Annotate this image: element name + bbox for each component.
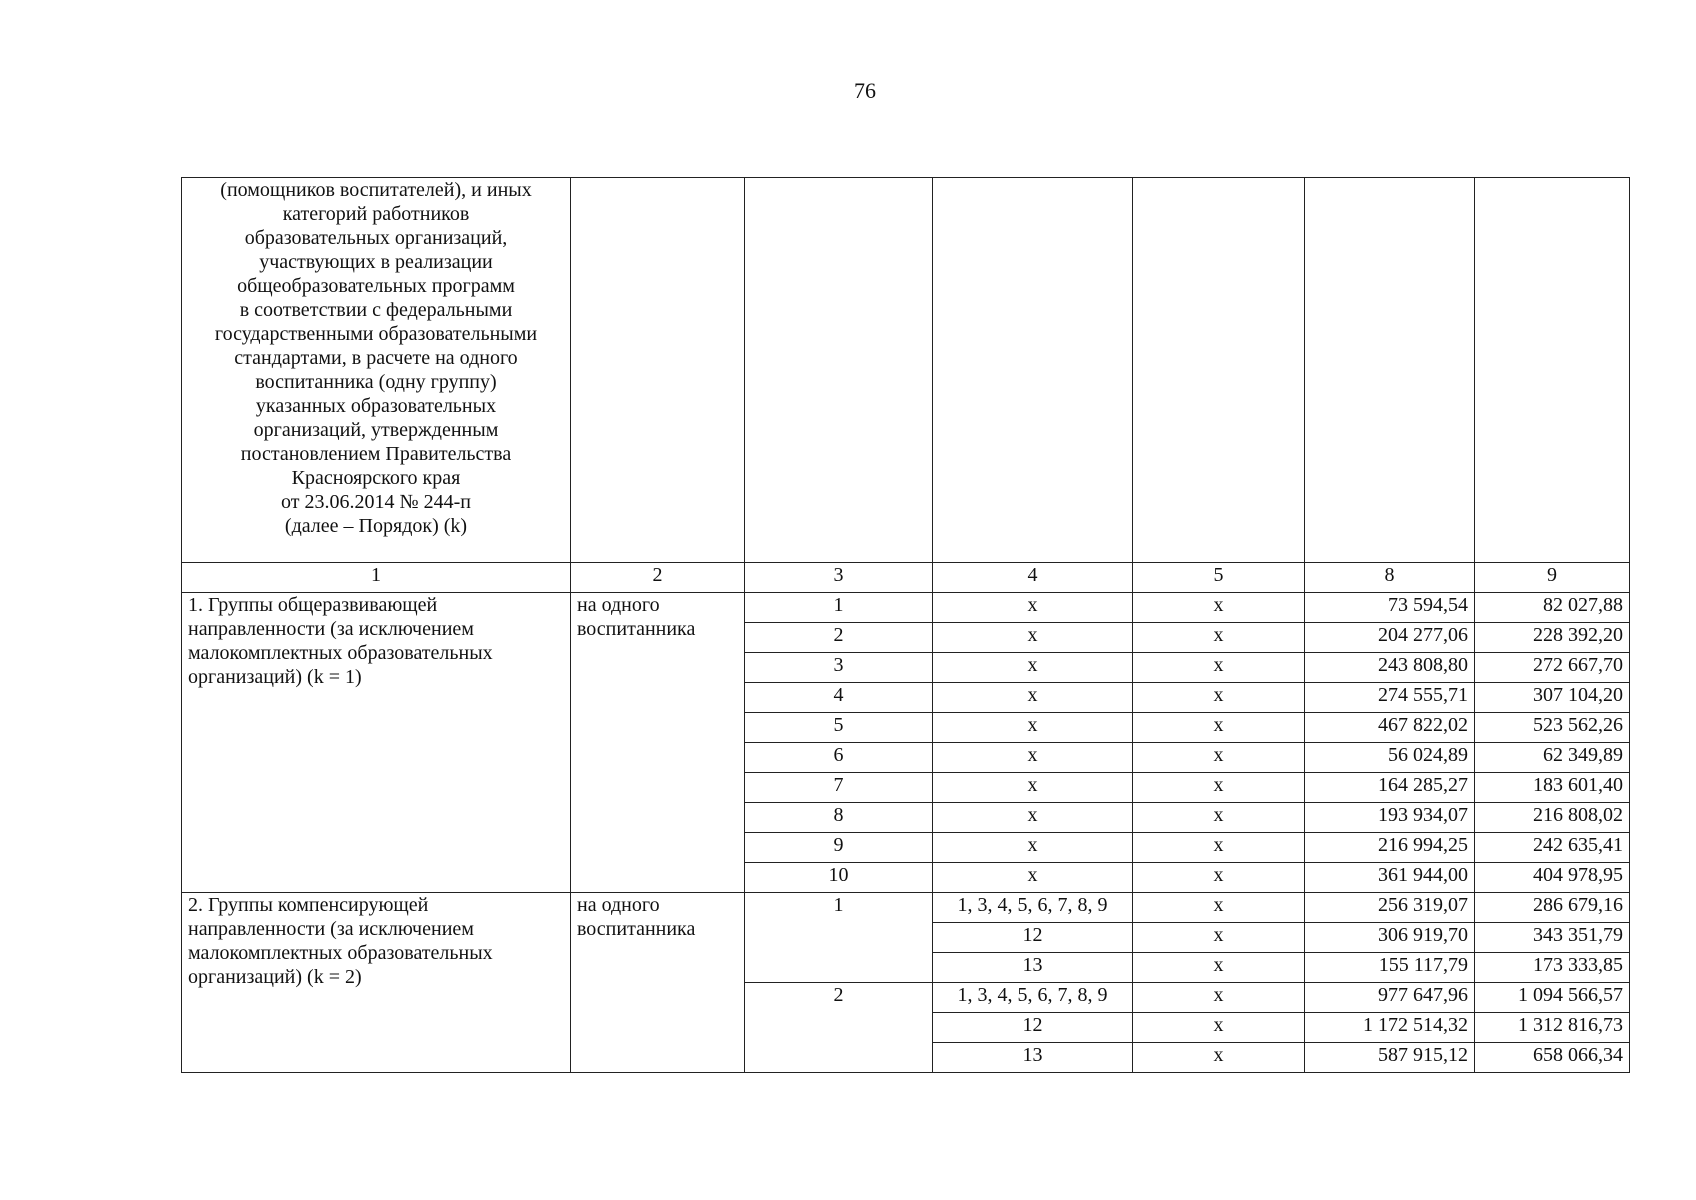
cell-col8: 587 915,12 xyxy=(1305,1043,1475,1073)
cell-col4: х xyxy=(933,593,1133,623)
header-cell-9 xyxy=(1475,178,1630,563)
table-row xyxy=(182,893,1630,923)
cell-col8: 306 919,70 xyxy=(1305,923,1475,953)
cell-col5: х xyxy=(1133,983,1305,1013)
cell-col5: х xyxy=(1133,1013,1305,1043)
cell-col5: х xyxy=(1133,623,1305,653)
cell-col9: 658 066,34 xyxy=(1475,1043,1630,1073)
column-number: 1 xyxy=(182,563,571,593)
cell-col5: х xyxy=(1133,713,1305,743)
cell-col4: 13 xyxy=(933,1043,1133,1073)
header-row xyxy=(182,178,1630,563)
column-number: 4 xyxy=(933,563,1133,593)
cell-col4: х xyxy=(933,743,1133,773)
cell-col5: х xyxy=(1133,863,1305,893)
cell-col5: х xyxy=(1133,743,1305,773)
cell-col9: 242 635,41 xyxy=(1475,833,1630,863)
cell-col5: х xyxy=(1133,803,1305,833)
cell-col8: 977 647,96 xyxy=(1305,983,1475,1013)
cell-col4: х xyxy=(933,773,1133,803)
cell-col5: х xyxy=(1133,653,1305,683)
cell-col4: х xyxy=(933,683,1133,713)
cell-col9: 82 027,88 xyxy=(1475,593,1630,623)
header-cell-5 xyxy=(1133,178,1305,563)
cell-col8: 243 808,80 xyxy=(1305,653,1475,683)
cell-col9: 183 601,40 xyxy=(1475,773,1630,803)
cell-col9: 307 104,20 xyxy=(1475,683,1630,713)
cell-col9: 1 312 816,73 xyxy=(1475,1013,1630,1043)
cell-col9: 272 667,70 xyxy=(1475,653,1630,683)
header-cell-4 xyxy=(933,178,1133,563)
table-row xyxy=(182,593,1630,623)
column-number: 8 xyxy=(1305,563,1475,593)
unit-label: на одного воспитанника xyxy=(571,893,745,1073)
cell-col9: 286 679,16 xyxy=(1475,893,1630,923)
cell-col8: 56 024,89 xyxy=(1305,743,1475,773)
cell-col4: х xyxy=(933,803,1133,833)
cell-col3: 7 xyxy=(745,773,933,803)
column-number-row xyxy=(182,563,1630,593)
cell-col3: 4 xyxy=(745,683,933,713)
cell-col4: 1, 3, 4, 5, 6, 7, 8, 9 xyxy=(933,893,1133,923)
group-name: 1. Группы общеразвивающей направленности (за исключением малокомплектных образовательных организаций) (k = 1) xyxy=(182,593,571,893)
cell-col4: х xyxy=(933,623,1133,653)
cell-col9: 228 392,20 xyxy=(1475,623,1630,653)
cell-col8: 204 277,06 xyxy=(1305,623,1475,653)
group-name: 2. Группы компенсирующей направленности (за исключением малокомплектных образовательных организаций) (k = 2) xyxy=(182,893,571,1073)
cell-col8: 274 555,71 xyxy=(1305,683,1475,713)
cell-col4: 1, 3, 4, 5, 6, 7, 8, 9 xyxy=(933,983,1133,1013)
cell-col4: 13 xyxy=(933,953,1133,983)
cell-col5: х xyxy=(1133,893,1305,923)
cell-col8: 193 934,07 xyxy=(1305,803,1475,833)
cell-col5: х xyxy=(1133,1043,1305,1073)
cell-col8: 361 944,00 xyxy=(1305,863,1475,893)
cell-col3: 5 xyxy=(745,713,933,743)
cell-col3: 2 xyxy=(745,623,933,653)
column-number: 3 xyxy=(745,563,933,593)
cell-col4: х xyxy=(933,713,1133,743)
page-number: 76 xyxy=(854,78,876,103)
cell-col5: х xyxy=(1133,683,1305,713)
header-description: (помощников воспитателей), и иных категорий работников образовательных организаций, участвующих в реализации общеобразовательных программ в соответствии с федеральными государственными образовательными стандартами, в расчете на одного воспитанника (одну группу) указанных образовательных организаций, утвержденным постановлением Правительства Красноярского края от 23.06.2014 № 244-п (далее – Порядок) (k) xyxy=(182,178,571,563)
cell-col4: 12 xyxy=(933,1013,1133,1043)
header-cell-8 xyxy=(1305,178,1475,563)
column-number: 5 xyxy=(1133,563,1305,593)
cell-col9: 523 562,26 xyxy=(1475,713,1630,743)
header-cell-2 xyxy=(571,178,745,563)
cell-col4: х xyxy=(933,653,1133,683)
cell-col9: 404 978,95 xyxy=(1475,863,1630,893)
cell-col3: 2 xyxy=(745,983,933,1073)
cell-col9: 62 349,89 xyxy=(1475,743,1630,773)
cell-col5: х xyxy=(1133,953,1305,983)
cell-col9: 343 351,79 xyxy=(1475,923,1630,953)
column-number: 2 xyxy=(571,563,745,593)
cell-col8: 73 594,54 xyxy=(1305,593,1475,623)
unit-label: на одного воспитанника xyxy=(571,593,745,893)
cell-col8: 1 172 514,32 xyxy=(1305,1013,1475,1043)
cell-col4: х xyxy=(933,863,1133,893)
cell-col5: х xyxy=(1133,923,1305,953)
cell-col3: 9 xyxy=(745,833,933,863)
cell-col8: 467 822,02 xyxy=(1305,713,1475,743)
cell-col9: 216 808,02 xyxy=(1475,803,1630,833)
cell-col8: 155 117,79 xyxy=(1305,953,1475,983)
cell-col3: 1 xyxy=(745,893,933,983)
cell-col4: х xyxy=(933,833,1133,863)
cell-col5: х xyxy=(1133,833,1305,863)
cell-col9: 173 333,85 xyxy=(1475,953,1630,983)
cell-col3: 1 xyxy=(745,593,933,623)
header-cell-3 xyxy=(745,178,933,563)
cell-col3: 8 xyxy=(745,803,933,833)
cell-col8: 216 994,25 xyxy=(1305,833,1475,863)
cell-col8: 256 319,07 xyxy=(1305,893,1475,923)
cell-col3: 3 xyxy=(745,653,933,683)
cell-col5: х xyxy=(1133,773,1305,803)
tariff-table xyxy=(181,177,1630,1073)
cell-col5: х xyxy=(1133,593,1305,623)
column-number: 9 xyxy=(1475,563,1630,593)
cell-col3: 10 xyxy=(745,863,933,893)
cell-col4: 12 xyxy=(933,923,1133,953)
cell-col8: 164 285,27 xyxy=(1305,773,1475,803)
cell-col9: 1 094 566,57 xyxy=(1475,983,1630,1013)
cell-col3: 6 xyxy=(745,743,933,773)
